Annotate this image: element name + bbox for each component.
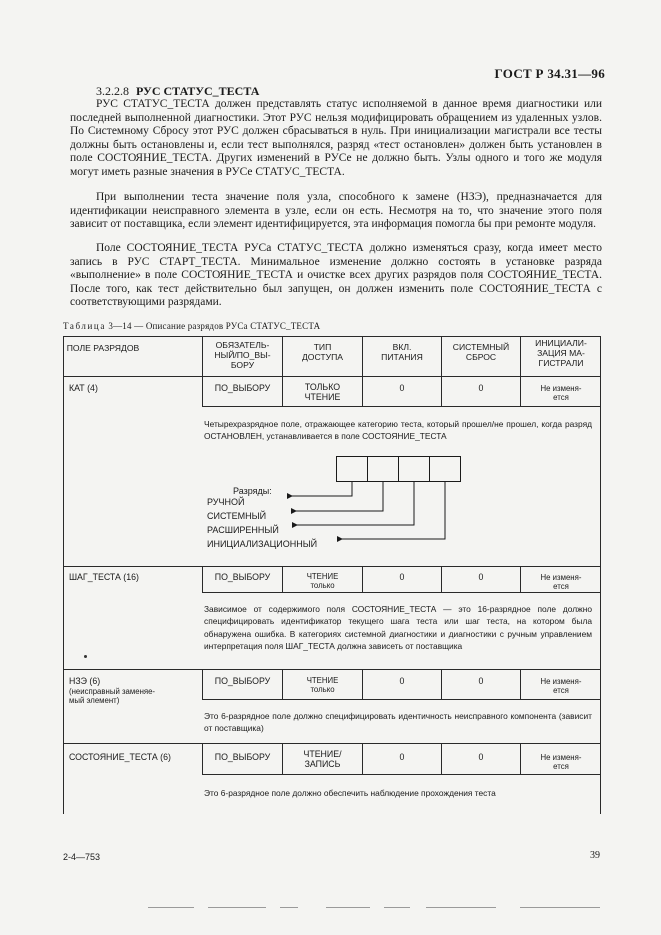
bits-heading: Разряды: [233,486,272,496]
access-value: ЧТЕНИЕ только [306,676,339,694]
power-on-value: 0 [399,676,405,686]
field-test-state: СОСТОЯНИЕ_ТЕСТА (6) [69,752,171,762]
table-caption-number: 3—14 [108,321,132,331]
section-heading [96,84,259,99]
row-values-bottom [202,774,601,775]
scan-artifact-line [148,907,194,908]
table-caption [63,321,320,331]
column-header-system-reset: СИСТЕМНЫЙ СБРОС [452,342,510,362]
paragraph-text: При выполнении теста значение поля узла, способного к замене (НЗЭ), предназначается для идентификации неисправного элемента в узле, если он есть. Несмотря на то, что значение этого поля зависит от поставщика, если элемент идентифицируется, эта информация помогла бы при ремонте модуля. [70,191,602,231]
print-code: 2-4—753 [63,852,101,862]
field-kat: КАТ (4) [69,383,98,393]
access-value: ЧТЕНИЕ только [306,572,339,590]
system-reset-value: 0 [478,676,484,686]
bit-system: СИСТЕМНЫЙ [207,511,267,521]
scan-artifact-line [326,907,370,908]
field-fru-note: (неисправный заменяе- мый элемент) [69,687,156,705]
required-value: ПО_ВЫБОРУ [214,752,271,762]
paragraph-text: Поле СОСТОЯНИЕ_ТЕСТА РУСа СТАТУС_ТЕСТА должно изменяться сразу, когда имеет место запись в РУС СТАРТ_ТЕСТА. Минимальное изменение должно состоять в установке разряда «выполнение» в поле СОСТОЯНИЕ_ТЕСТА и очистке всех других разрядов поля СОСТОЯНИЕ_ТЕСТА. После того, как тест действительно был запущен, он должен изменить поле СОСТОЯНИЕ_ТЕСТА с соответствующими разрядами. [70,242,602,309]
bit-initialization: ИНИЦИАЛИЗАЦИОННЫЙ [207,539,318,549]
scan-artifact-line [384,907,410,908]
power-on-value: 0 [399,383,405,393]
paragraph-status-description [70,98,602,180]
row-values-bottom [202,592,601,593]
bus-init-value: Не изменя- ется [540,677,582,695]
system-reset-value: 0 [478,752,484,762]
section-number: 3.2.2.8 [96,84,129,98]
scan-artifact-line [280,907,298,908]
bus-init-value: Не изменя- ется [540,753,582,771]
table-caption-prefix: Таблица [63,321,106,331]
column-header-required: ОБЯЗАТЕЛЬ- НЫЙ/ПО_ВЫ- БОРУ [214,340,271,370]
bit-description-table [63,336,601,814]
field-test-step: ШАГ_ТЕСТА (16) [69,572,139,582]
required-value: ПО_ВЫБОРУ [214,383,271,393]
system-reset-value: 0 [478,383,484,393]
column-header-field: ПОЛЕ РАЗРЯДОВ [66,343,140,353]
paragraph-text: РУС СТАТУС_ТЕСТА должен представлять статус исполняемой в данное время диагностики или последней выполненной диагностики. Этот РУС нельзя модифицировать обращением из удаленных узлов. По Системному Сбросу этот РУС должен сбрасываться в нуль. При инициализации магистрали все тесты должны быть остановлены и, если тест выполнялся, разряд «тест остановлен» должен быть установлен в поле СОСТОЯНИЕ_ТЕСТА. Других изменений в РУСе не должно быть. Узлы одного и того же модуля могут иметь разные значения в РУСе СТАТУС_ТЕСТА. [70,98,602,178]
bit-extended: РАСШИРЕННЫЙ [207,525,279,535]
field-description: Четырехразрядное поле, отражающее категорию теста, который прошел/не прошел, когда разряд ОСТАНОВЛЕН, устанавливается в поле СОСТОЯНИЕ_ТЕСТА [204,419,592,442]
section-title: РУС СТАТУС_ТЕСТА [136,84,260,98]
scan-artifact-line [426,907,496,908]
bus-init-value: Не изменя- ется [540,573,582,591]
field-description: Это 6-разрядное поле должно специфицировать идентичность неисправного компонента (зависит от поставщика) [204,711,592,734]
access-value: ТОЛЬКО ЧТЕНИЕ [304,382,341,402]
column-header-access: ТИП ДОСТУПА [301,342,344,362]
bus-init-value: Не изменя- ется [540,384,582,402]
paragraph-test-state-field [70,242,602,310]
table-caption-text: — Описание разрядов РУСа СТАТУС_ТЕСТА [134,321,321,331]
field-description: Это 6-разрядное поле должно обеспечить наблюдение прохождения теста [204,788,496,798]
column-header-bus-init: ИНИЦИАЛИ- ЗАЦИЯ МА- ГИСТРАЛИ [535,338,587,368]
scan-artifact-line [520,907,600,908]
paragraph-replaceable-element [70,191,602,232]
row-values-bottom [202,699,601,700]
scan-artifact-line [208,907,266,908]
power-on-value: 0 [399,572,405,582]
required-value: ПО_ВЫБОРУ [214,676,271,686]
document-standard-number: ГОСТ Р 34.31—96 [494,66,605,81]
bit-manual: РУЧНОЙ [207,497,245,507]
page-number: 39 [590,850,600,861]
column-header-power-on: ВКЛ. ПИТАНИЯ [381,342,423,362]
required-value: ПО_ВЫБОРУ [214,572,271,582]
power-on-value: 0 [399,752,405,762]
field-description: Зависимое от содержимого поля СОСТОЯНИЕ_ТЕСТА — это 16-разрядное поле должно специфицировать идентификатор текущего шага теста или шаг теста, на котором была обнаружена ошибка. В категориях системной диагностики и диагностики с ручным управлением интерпретация поля ШАГ_ТЕСТА должна зависеть от поставщика [204,604,592,652]
scan-artifact-dot [84,655,87,658]
system-reset-value: 0 [478,572,484,582]
field-fru: НЗЭ (6) [69,676,101,686]
access-value: ЧТЕНИЕ/ ЗАПИСЬ [303,749,342,769]
